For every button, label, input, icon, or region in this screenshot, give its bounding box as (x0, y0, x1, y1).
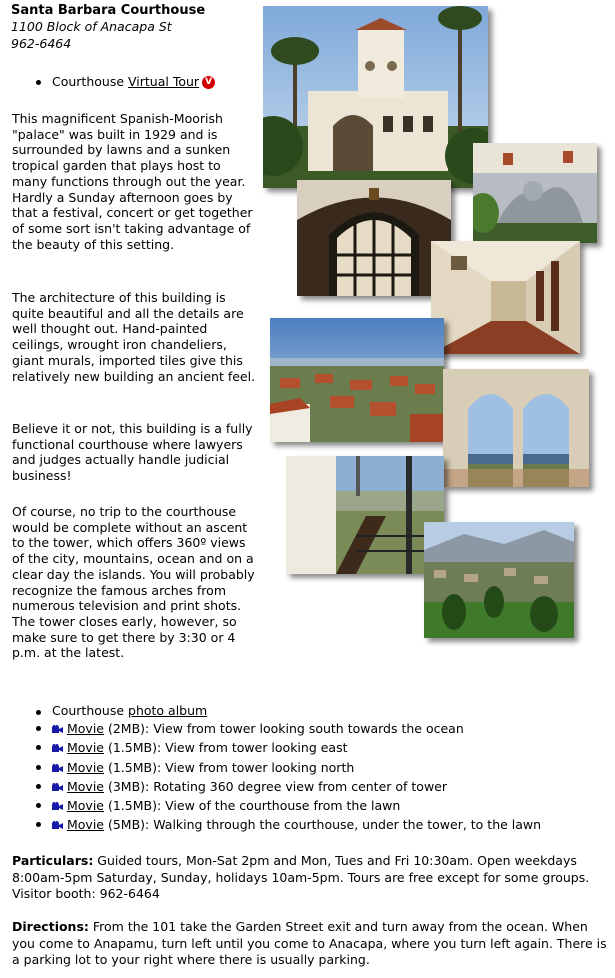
photo-album-prefix: Courthouse (52, 703, 129, 718)
movie-size: (2MB) (104, 721, 146, 737)
page-title: Santa Barbara Courthouse (11, 3, 206, 18)
list-item (36, 758, 541, 777)
movie-size: (1.5MB) (104, 740, 157, 756)
movie-size: (1.5MB) (104, 797, 157, 813)
mural-sculpture-photo (473, 143, 597, 243)
movie-description: : View from tower looking east (156, 740, 348, 756)
movie-description: : View from tower looking north (156, 759, 355, 775)
movie-link[interactable]: Movie (67, 759, 104, 775)
address: 1100 Block of Anacapa St (11, 19, 172, 34)
virtual-tour-item (52, 74, 215, 89)
video-camera-icon (52, 725, 63, 734)
bullet-marker (36, 80, 41, 85)
list-item (36, 719, 541, 738)
movie-size: (3MB) (104, 778, 146, 794)
particulars-section (12, 853, 612, 903)
video-camera-icon (52, 764, 63, 773)
tower-paragraph: Of course, no trip to the courthouse would be complete without an ascent to the tower, which offers 360º views of the city, mountains, ocean and on a clear day the islands. You will probably recognize the famous arches from numerous television and print shots. The tower closes early, however, so make sure to get there by 3:30 or 4 p.m. at the latest. (12, 504, 255, 661)
directions-section (12, 919, 612, 969)
video-camera-icon (52, 744, 63, 753)
courthouse-exterior-photo (263, 6, 488, 188)
video-camera-icon (52, 802, 63, 811)
movie-description: : View of the courthouse from the lawn (156, 797, 401, 813)
directions-label: Directions: (12, 919, 89, 934)
movie-description: : Walking through the courthouse, under the tower, to the lawn (145, 817, 542, 833)
hallway-interior-photo (431, 241, 580, 354)
movie-size: (1.5MB) (104, 759, 157, 775)
aerial-lawn-photo (424, 522, 574, 638)
movie-list (36, 700, 541, 834)
city-view-photo (270, 318, 444, 442)
virtual-tour-prefix: Courthouse (52, 74, 129, 89)
directions-text: From the 101 take the Garden Street exit and turn away from the ocean. When you come to Anapamu, turn left until you come to Anacapa, where you turn left again. There is a parking lot to your right where there is usually parking. (12, 919, 607, 967)
arched-doorway-photo (297, 180, 451, 296)
tower-balcony-photo (286, 456, 444, 574)
video-camera-icon (52, 783, 63, 792)
particulars-label: Particulars: (12, 853, 94, 868)
list-item (36, 796, 541, 815)
virtual-tour-link[interactable]: Virtual Tour (128, 74, 200, 89)
intro-paragraph: This magnificent Spanish-Moorish "palace" was built in 1929 and is surrounded by lawns and a sunken tropical garden that plays host to many functions through out the year. Hardly a Sunday afternoon goes by that a festival, concert or get together of some sort isn't taking advantage of the beauty of this setting. (12, 111, 253, 252)
phone: 962-6464 (11, 36, 72, 51)
list-item (36, 777, 541, 796)
movie-description: : View from tower looking south towards the ocean (145, 721, 464, 737)
movie-link[interactable]: Movie (67, 797, 104, 813)
photo-album-link[interactable]: photo album (128, 703, 208, 718)
movie-link[interactable]: Movie (67, 778, 104, 794)
movie-link[interactable]: Movie (67, 721, 104, 737)
movie-description: : Rotating 360 degree view from center of tower (145, 778, 448, 794)
virtual-tour-badge-icon: V (202, 76, 215, 89)
list-item (36, 815, 541, 834)
movie-link[interactable]: Movie (67, 817, 104, 833)
list-item (36, 738, 541, 757)
particulars-text: Guided tours, Mon-Sat 2pm and Mon, Tues and Fri 10:30am. Open weekdays 8:00am-5pm Saturday, Sunday, holidays 10am-5pm. Tours are free except for some groups. Visitor booth: 962-6464 (12, 853, 590, 901)
movie-size: (5MB) (104, 817, 146, 833)
arch-ocean-view-photo (443, 369, 589, 487)
movie-link[interactable]: Movie (67, 740, 104, 756)
architecture-paragraph: The architecture of this building is quite beautiful and all the details are well thought out. Hand-painted ceilings, wrought iron chandeliers, giant murals, imported tiles give this relatively new building an ancient feel. (12, 290, 256, 384)
courthouse-paragraph: Believe it or not, this building is a fully functional courthouse where lawyers and judges actually handle judicial business! (12, 421, 253, 484)
video-camera-icon (52, 821, 63, 830)
